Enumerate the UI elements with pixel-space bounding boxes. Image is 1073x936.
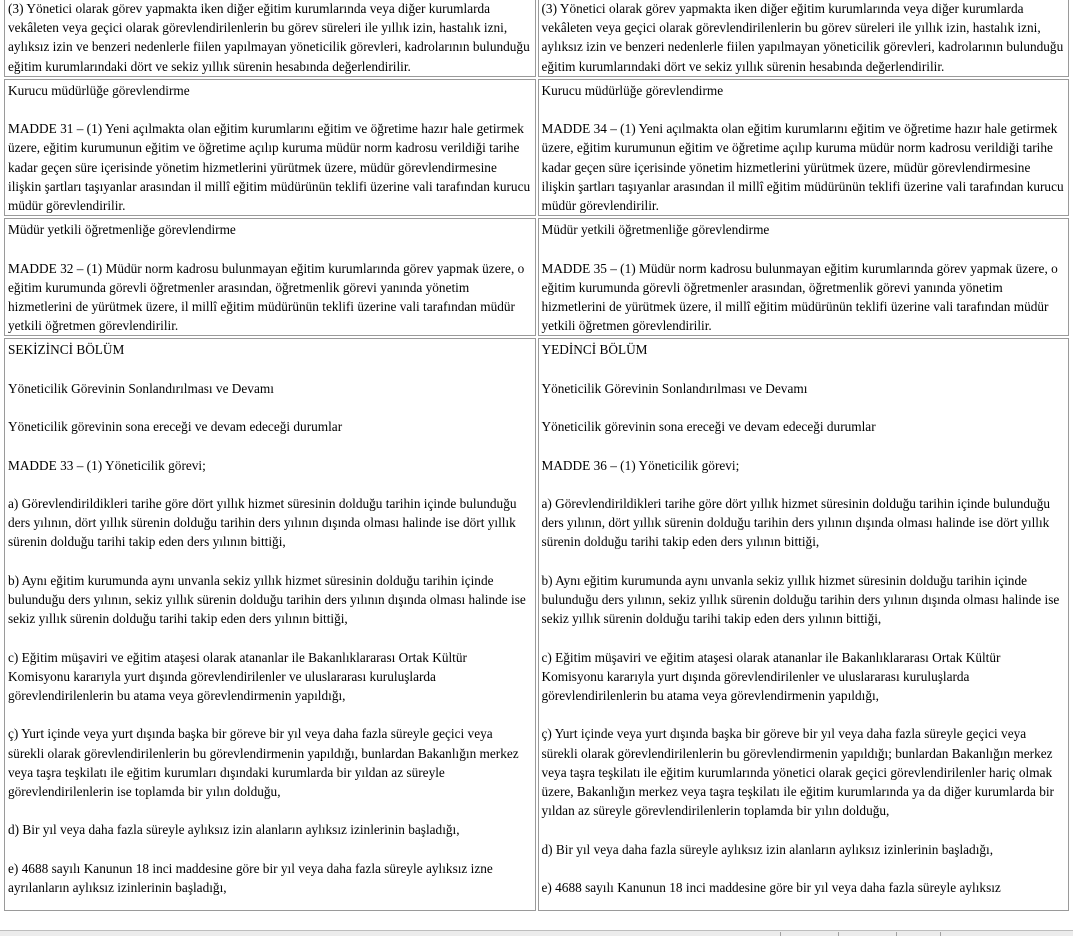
paragraph: SEKİZİNCİ BÖLÜM bbox=[8, 342, 125, 358]
paragraph: MADDE 34 – (1) Yeni açılmakta olan eğitim kurumlarını eğitim ve öğretime hazır hale getirmek üzere, eğitim kurumunun eğitim ve öğretime açılıp kuruma müdür norm kadrosu verildiği tarihe kadar geçen süre içerisinde yönetim hizmetlerini yürütmek üzere, müdür görevlendirmesine ilişkin şartları taşıyanlar arasından il millî eğitim müdürünün teklifi üzerine vali tarafından kurucu müdür görevlendirilir. bbox=[541, 121, 1064, 214]
status-segment bbox=[780, 932, 781, 936]
paragraph: d) Bir yıl veya daha fazla süreyle aylıksız izin alanların aylıksız izinlerinin başladığı, bbox=[541, 841, 994, 857]
paragraph: YEDİNCİ BÖLÜM bbox=[541, 342, 648, 358]
paragraph: d) Bir yıl veya daha fazla süreyle aylıksız izin alanların aylıksız izinlerinin başladığı, bbox=[8, 822, 460, 838]
paragraph: MADDE 36 – (1) Yöneticilik görevi; bbox=[541, 457, 740, 473]
paragraph: b) Aynı eğitim kurumunda aynı unvanla sekiz yıllık hizmet süresinin dolduğu tarihin içinde bulunduğu ders yılının, sekiz yıllık sürenin dolduğu tarihin ders yılının dışında olması halinde ise sekiz yıllık sürenin dolduğu tarihi takip eden ders yılının bittiği, bbox=[541, 572, 1060, 627]
status-segment bbox=[896, 932, 897, 936]
paragraph: MADDE 33 – (1) Yöneticilik görevi; bbox=[8, 457, 206, 473]
paragraph: e) 4688 sayılı Kanunun 18 inci maddesine göre bir yıl veya daha fazla süreyle aylıksız bbox=[541, 879, 1001, 895]
old-text-cell bbox=[4, 338, 536, 911]
paragraph: a) Görevlendirildikleri tarihe göre dört yıllık hizmet süresinin dolduğu tarihin içinde bulunduğu ders yılının, dört yıllık sürenin dolduğu tarihin ders yılının dışında olması halinde ise dört yıllık sürenin dolduğu tarihi takip eden ders yılının bittiği, bbox=[8, 495, 517, 550]
paragraph: ç) Yurt içinde veya yurt dışında başka bir göreve bir yıl veya daha fazla süreyle geçici veya sürekli olarak görevlendirilenlerin bu görevlendirmenin yapıldığı; bunlardan Bakanlığın merkez veya taşra teşkilatı ile eğitim kurumlarında yönetici olarak geçici görevlendirilenler hariç olmak üzere, Bakanlığın merkez veya taşra teşkilatı ile eğitim kurumlarında ya da diğer kurumlarda bir yıldan az süreyle görevlendirilenlerin toplamda bir yılın dolduğu, bbox=[541, 726, 1054, 819]
old-text-cell bbox=[4, 79, 536, 216]
new-text-cell bbox=[538, 338, 1070, 911]
table-row bbox=[4, 338, 1069, 911]
table-row bbox=[4, 218, 1069, 336]
table-row bbox=[4, 0, 1069, 77]
paragraph: ç) Yurt içinde veya yurt dışında başka bir göreve bir yıl veya daha fazla süreyle geçici veya sürekli olarak görevlendirilenlerin bu görevlendirmenin yapıldığı, bunlardan Bakanlığın merkez veya taşra teşkilatı ile eğitim kurumları dışındaki kurumlarda bir yıldan az süreyle görevlendirilenlerin ise toplamda bir yılın dolduğu, bbox=[8, 726, 519, 799]
paragraph: Müdür yetkili öğretmenliğe görevlendirme bbox=[541, 222, 770, 238]
paragraph: a) Görevlendirildikleri tarihe göre dört yıllık hizmet süresinin dolduğu tarihin içinde bulunduğu ders yılının, dört yıllık sürenin dolduğu tarihin ders yılının dışında olması halinde ise dört yıllık sürenin dolduğu tarihi takip eden ders yılının bittiği, bbox=[541, 495, 1050, 550]
paragraph: Yöneticilik Görevinin Sonlandırılması ve Devamı bbox=[541, 380, 808, 396]
paragraph: c) Eğitim müşaviri ve eğitim ataşesi olarak atananlar ile Bakanlıklararası Ortak Kültür Komisyonu kararıyla yurt dışında görevlendirilenler ve uluslararası kuruluşlarda görevlendirilenlerin bu atama veya görevlendirmenin yapıldığı, bbox=[541, 649, 1001, 703]
comparison-table bbox=[2, 0, 1071, 913]
status-bar bbox=[0, 930, 1073, 936]
paragraph: MADDE 31 – (1) Yeni açılmakta olan eğitim kurumlarını eğitim ve öğretime hazır hale getirmek üzere, eğitim kurumunun eğitim ve öğretime açılıp kuruma müdür norm kadrosu verildiği tarihe kadar geçen süre içerisinde yönetim hizmetlerini yürütmek üzere, müdür görevlendirmesine ilişkin şartları taşıyanlar arasından il millî eğitim müdürünün teklifi üzerine vali tarafından kurucu müdür görevlendirilir. bbox=[8, 121, 531, 214]
status-segment bbox=[940, 932, 941, 936]
status-segment bbox=[838, 932, 839, 936]
paragraph: Kurucu müdürlüğe görevlendirme bbox=[8, 82, 190, 98]
paragraph: Yöneticilik Görevinin Sonlandırılması ve Devamı bbox=[8, 380, 274, 396]
paragraph: (3) Yönetici olarak görev yapmakta iken diğer eğitim kurumlarında veya diğer kurumlarda vekâleten veya geçici olarak görevlendirilenlerin bu görev süreleri ile yıllık izin, hastalık izni, aylıksız izin ve benzeri nedenlerle fiilen yapılmayan yöneticilik görevleri, kadrolarının bulunduğu eğitim kurumlarındaki dört ve sekiz yıllık sürenin hesabında değerlendirilir. bbox=[541, 1, 1064, 74]
paragraph: (3) Yönetici olarak görev yapmakta iken diğer eğitim kurumlarında veya diğer kurumlarda vekâleten veya geçici olarak görevlendirilenlerin bu görev süreleri ile yıllık izin, hastalık izni, aylıksız izin ve benzeri nedenlerle fiilen yapılmayan yöneticilik görevleri, kadrolarının bulunduğu eğitim kurumlarındaki dört ve sekiz yıllık sürenin hesabında değerlendirilir. bbox=[8, 1, 530, 74]
new-text-cell bbox=[538, 79, 1070, 216]
new-text-cell bbox=[538, 0, 1070, 77]
paragraph: MADDE 32 – (1) Müdür norm kadrosu bulunmayan eğitim kurumlarında görev yapmak üzere, o eğitim kurumunda görevli öğretmenler arasından, öğretmenlik görevi yanında yönetim hizmetlerini de yürütmek üzere, il millî eğitim müdürünün teklifi üzerine vali tarafından müdür yetkili öğretmen görevlendirilir. bbox=[8, 260, 525, 334]
paragraph: Kurucu müdürlüğe görevlendirme bbox=[541, 82, 724, 98]
new-text-cell bbox=[538, 218, 1070, 336]
paragraph: c) Eğitim müşaviri ve eğitim ataşesi olarak atananlar ile Bakanlıklararası Ortak Kültür Komisyonu kararıyla yurt dışında görevlendirilenler ve uluslararası kuruluşlarda görevlendirilenlerin bu atama veya görevlendirmenin yapıldığı, bbox=[8, 649, 467, 703]
paragraph: b) Aynı eğitim kurumunda aynı unvanla sekiz yıllık hizmet süresinin dolduğu tarihin içinde bulunduğu ders yılının, sekiz yıllık sürenin dolduğu tarihin ders yılının dışında olması halinde ise sekiz yıllık sürenin dolduğu tarihi takip eden ders yılının bittiği, bbox=[8, 572, 526, 627]
paragraph: Müdür yetkili öğretmenliğe görevlendirme bbox=[8, 222, 236, 238]
paragraph: Yöneticilik görevinin sona ereceği ve devam edeceği durumlar bbox=[541, 419, 876, 435]
old-text-cell bbox=[4, 218, 536, 336]
table-row bbox=[4, 79, 1069, 216]
paragraph: e) 4688 sayılı Kanunun 18 inci maddesine göre bir yıl veya daha fazla süreyle aylıksız izne ayrılanların aylıksız izinlerinin başladığı, bbox=[8, 860, 493, 895]
paragraph: MADDE 35 – (1) Müdür norm kadrosu bulunmayan eğitim kurumlarında görev yapmak üzere, o eğitim kurumunda görevli öğretmenler arasından, öğretmenlik görevi yanında yönetim hizmetlerini de yürütmek üzere, il millî eğitim müdürünün teklifi üzerine vali tarafından müdür yetkili öğretmen görevlendirilir. bbox=[541, 260, 1058, 334]
old-text-cell bbox=[4, 0, 536, 77]
paragraph: Yöneticilik görevinin sona ereceği ve devam edeceği durumlar bbox=[8, 419, 343, 435]
